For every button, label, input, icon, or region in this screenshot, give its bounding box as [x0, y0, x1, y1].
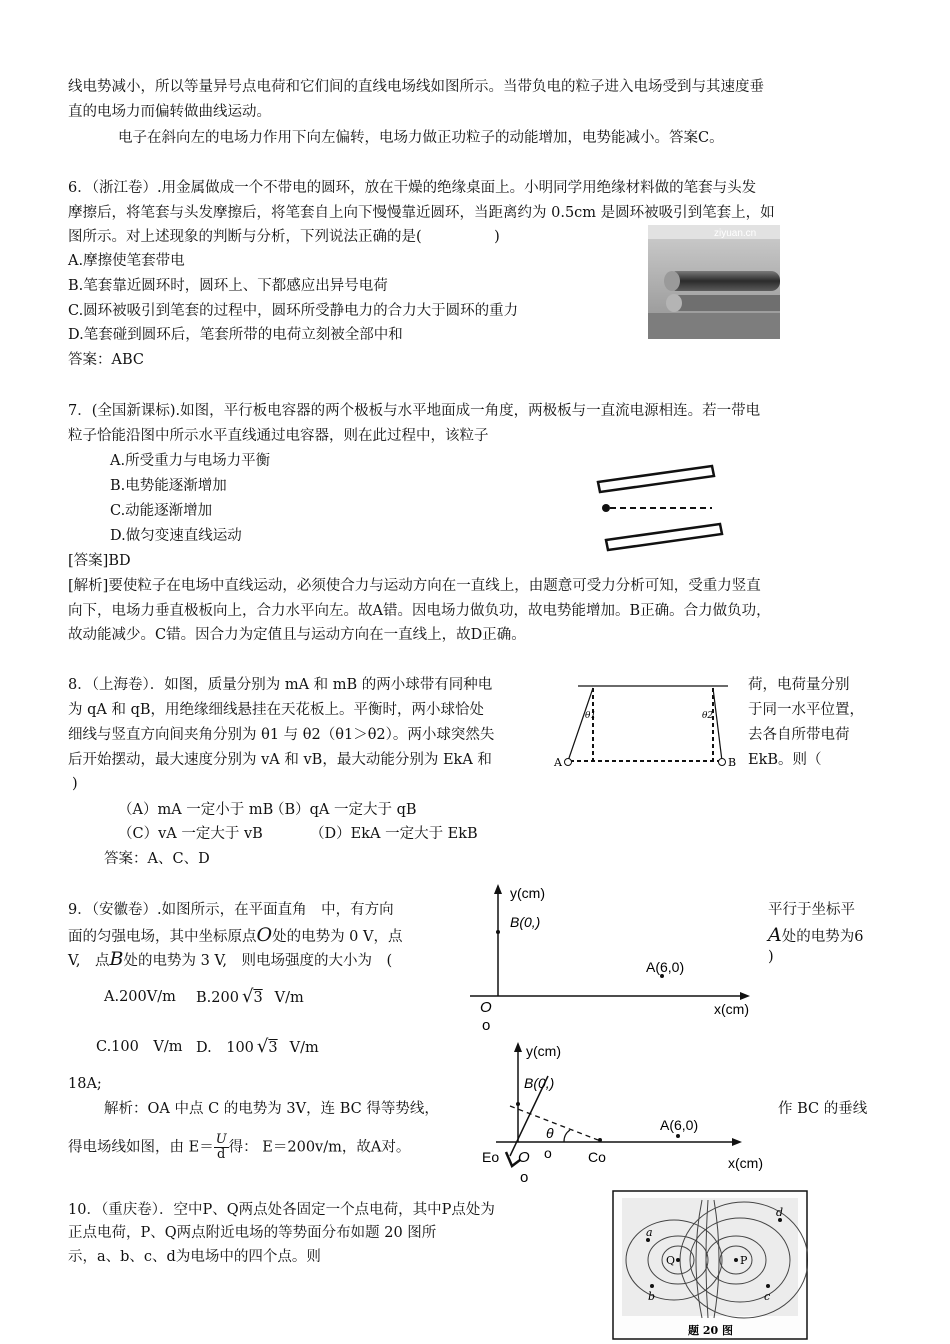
- q10-caption: 题 20 图: [688, 1324, 733, 1337]
- q9-option-b-radicand: 3: [253, 990, 263, 1006]
- q9-option-d-unit: V/m: [289, 1040, 319, 1056]
- q9-line-3-right: ): [768, 949, 774, 965]
- q7-upper-plate: [598, 466, 714, 492]
- q10-label-p: P: [740, 1254, 748, 1267]
- q8-thread-a: [568, 688, 593, 761]
- q7-explain-2: 向下，电场力垂直极板向上，合力水平向左。故A错。因电场力做负功，故电势能增加。B正确。合力做负功，: [68, 603, 771, 619]
- q9-key: 18A;: [68, 1076, 102, 1092]
- q7-option-d: D.做匀变速直线运动: [110, 528, 242, 544]
- q8-option-c: （C）vA 一定大于 vB: [118, 826, 263, 842]
- top-line-1: 线电势减小，所以等量异号点电荷和它们间的直线电场线如图所示。当带负电的粒子进入电场受到与其速度垂: [68, 79, 764, 95]
- q10-line-1: 10．（重庆卷）．空中P、Q两点处各固定一个点电荷，其中P点处为: [68, 1202, 495, 1218]
- q9-label-a: A: [768, 924, 782, 946]
- q8-label-b: B: [728, 756, 737, 769]
- q9-line-2-rest: 处的电势为 0 V，点: [272, 929, 403, 945]
- q9-fig2-label-e: Eo: [482, 1149, 500, 1165]
- q9-line-1: 9．（安徽卷）.如图所示，在平面直角 中，有方向: [68, 902, 394, 918]
- q8-line-2-right: 于同一水平位置，: [748, 702, 864, 718]
- q10-label-c: c: [764, 1290, 771, 1303]
- q8-line-3-right: 去各自所带电荷: [748, 727, 850, 743]
- q6-line-3: 图所示。对上述现象的判断与分析，下列说法正确的是( ): [68, 229, 500, 245]
- q9-fig1-label-b: B(0,): [510, 914, 541, 930]
- q9-solution-2-rest: 得： E＝200v/m，故A对。: [228, 1139, 411, 1156]
- q7-option-c: C.动能逐渐增加: [110, 503, 213, 519]
- q7-explain-1: [解析]要使粒子在电场中直线运动，必须使合力与运动方向在一直线上，由题意可受力分析可知，受重力竖直: [68, 578, 761, 594]
- q6-option-d: D.笔套碰到圆环后，笔套所带的电荷立刻被全部中和: [68, 327, 403, 343]
- q10-line-3: 示，a、b、c、d为电场中的四个点。则: [68, 1249, 321, 1265]
- q7-capacitor-figure: [596, 460, 726, 556]
- q9-solution-2: [68, 1133, 410, 1162]
- q9-option-c: C.100 V/m: [96, 1039, 183, 1055]
- q9-fig2-point-c: [598, 1138, 602, 1142]
- formula-denominator: d: [217, 1147, 226, 1162]
- q9-fig1-ylabel: y(cm): [510, 885, 545, 901]
- q9-fig1-label-o2: o: [482, 1017, 491, 1030]
- q8-line-5: ): [72, 776, 78, 792]
- q9-fig1-label-o: O: [480, 999, 492, 1016]
- q10-label-d: d: [776, 1206, 784, 1219]
- q9-solution-1: 解析：OA 中点 C 的电势为 3V，连 BC 得等势线，: [104, 1101, 439, 1117]
- q9-line-2-right-text: 处的电势为6: [781, 929, 864, 945]
- q9-line-3-text: V, 点: [68, 953, 110, 969]
- q8-line-2: 为 qA 和 qB，用绝缘细线悬挂在天花板上。平衡时，两小球恰处: [68, 702, 485, 718]
- q9-fig2-label-c: Co: [588, 1149, 606, 1165]
- q7-explain-3: 故动能减少。C错。因合力为定值且与运动方向在一直线上，故D正确。: [68, 627, 526, 643]
- q9-option-a: A.200V/m: [104, 989, 176, 1005]
- q9-fig2-label-o2: o: [520, 1169, 529, 1186]
- q10-line-2: 正点电荷，P、Q两点附近电场的等势面分布如题 20 图所: [68, 1225, 437, 1241]
- q9-option-b-unit: V/m: [274, 990, 304, 1006]
- q9-fig2-xlabel: x(cm): [728, 1155, 763, 1171]
- q7-particle: [602, 504, 610, 512]
- q8-line-1-right: 荷，电荷量分别: [748, 677, 850, 693]
- q9-option-b: [196, 987, 304, 1008]
- q9-label-o: O: [256, 924, 273, 946]
- q8-label-theta2: θ2: [702, 711, 714, 721]
- q9-line-3-rest: 处的电势为 3 V, 则电场强度的大小为 (: [123, 953, 393, 969]
- q9-option-d-prefix: D. 100: [196, 1040, 254, 1056]
- q9-solution-2-text: 得电场线如图，由 E＝: [68, 1139, 214, 1156]
- q9-line-2: [68, 925, 403, 947]
- q6-option-b: B.笔套靠近圆环时，圆环上、下都感应出异号电荷: [68, 278, 388, 294]
- q9-option-b-prefix: B.200: [196, 990, 239, 1006]
- q9-option-d-radicand: 3: [268, 1040, 278, 1056]
- q9-fig1-point-b: [496, 930, 500, 934]
- top-line-2: 直的电场力而偏转做曲线运动。: [68, 104, 271, 120]
- q7-line-2: 粒子恰能沿图中所示水平直线通过电容器，则在此过程中，该粒子: [68, 428, 489, 444]
- q7-option-b: B.电势能逐渐增加: [110, 478, 227, 494]
- q8-line-4-right: EkB。则（: [748, 752, 822, 768]
- q8-line-1: 8．（上海卷）．如图，质量分别为 mA 和 mB 的两小球带有同种电: [68, 677, 493, 693]
- q7-line-1: 7．(全国新课标).如图，平行板电容器的两个极板与水平地面成一角度，两极板与一直流电源相连。若一带电: [68, 403, 761, 419]
- q6-answer: 答案：ABC: [68, 352, 144, 368]
- q9-fig1-label-a: A(6,0): [646, 959, 685, 975]
- q9-fig2-label-theta: θ: [546, 1125, 554, 1141]
- q6-option-c: C.圆环被吸引到笔套的过程中，圆环所受静电力的合力大于圆环的重力: [68, 303, 519, 319]
- q9-line-1-right: 平行于坐标平: [768, 902, 855, 918]
- q10-label-b: b: [648, 1290, 656, 1303]
- q6-line-1: 6．（浙江卷）.用金属做成一个不带电的圆环，放在干燥的绝缘桌面上。小明同学用绝缘材料做的笔套与头发: [68, 180, 757, 196]
- top-line-3: 电子在斜向左的电场力作用下向左偏转，电场力做正功粒子的动能增加，电势能减小。答案C。: [118, 130, 724, 146]
- q9-line-3: [68, 949, 392, 971]
- q8-label-theta1: θ1: [585, 711, 597, 721]
- q9-coordinate-figure-2: [478, 1036, 778, 1186]
- q9-fig2-ylabel: y(cm): [526, 1043, 561, 1059]
- q6-option-a: A.摩擦使笔套带电: [68, 253, 185, 269]
- q6-photo: [648, 225, 780, 339]
- q10-label-q: Q: [666, 1254, 676, 1267]
- q6-photo-watermark: ziyuan.cn: [714, 228, 757, 239]
- q9-fig2-point-a: [676, 1134, 680, 1138]
- q8-pendulum-figure: [552, 678, 742, 770]
- q10-label-a: a: [646, 1226, 653, 1239]
- formula-u-over-d: [214, 1133, 229, 1162]
- arrow-up-icon: [514, 1042, 522, 1052]
- arrow-right-icon: [740, 992, 750, 1000]
- formula-numerator: U: [215, 1132, 227, 1147]
- q8-option-b: （B）qA 一定大于 qB: [270, 802, 417, 818]
- q8-thread-b: [713, 688, 722, 761]
- q7-option-a: A.所受重力与电场力平衡: [110, 453, 271, 469]
- q7-answer: [答案]BD: [68, 553, 131, 569]
- q9-fig2-point-b: [516, 1102, 520, 1106]
- q7-lower-plate: [606, 524, 722, 550]
- q9-option-d: [196, 1037, 319, 1058]
- q8-label-a: A: [554, 756, 562, 769]
- q9-solution-1-right: 作 BC 的垂线: [778, 1101, 868, 1117]
- q8-option-a: （A）mA 一定小于 mB: [118, 802, 274, 818]
- q9-coordinate-figure-1: [470, 880, 760, 1030]
- q8-line-4: 后开始摆动，最大速度分别为 vA 和 vB，最大动能分别为 EkA 和: [68, 752, 492, 768]
- sqrt-icon: √: [256, 1036, 269, 1057]
- q9-fig2-label-o: O: [518, 1149, 530, 1166]
- q8-ball-a: [565, 759, 572, 766]
- q8-answer: 答案：A、C、D: [104, 851, 210, 867]
- q9-label-b: B: [109, 948, 124, 970]
- q9-fig2-label-a: A(6,0): [660, 1117, 699, 1133]
- q8-ball-b: [719, 759, 726, 766]
- arrow-right-icon: [732, 1138, 742, 1146]
- arrow-up-icon: [494, 884, 502, 894]
- q9-fig2-equipotential-line: [510, 1106, 598, 1140]
- q9-fig2-angle-arc: [564, 1130, 570, 1142]
- q9-line-2-text: 面的匀强电场，其中坐标原点: [68, 929, 257, 945]
- sqrt-icon: √: [241, 986, 254, 1007]
- q10-equipotential-figure: [612, 1190, 808, 1340]
- q9-line-2-right: [768, 925, 863, 947]
- q8-option-d: （D）EkA 一定大于 EkB: [310, 826, 478, 842]
- q9-fig2-label-o3: o: [544, 1145, 552, 1161]
- q8-line-3: 细线与竖直方向间夹角分别为 θ1 与 θ2（θ1＞θ2）。两小球突然失: [68, 727, 495, 743]
- q9-fig1-xlabel: x(cm): [714, 1001, 749, 1017]
- q9-fig2-label-b: B(0,): [524, 1075, 555, 1091]
- q6-line-2: 摩擦后，将笔套与头发摩擦后，将笔套自上向下慢慢靠近圆环，当距离约为 0.5cm 是圆环被吸引到笔套上，如: [68, 205, 775, 221]
